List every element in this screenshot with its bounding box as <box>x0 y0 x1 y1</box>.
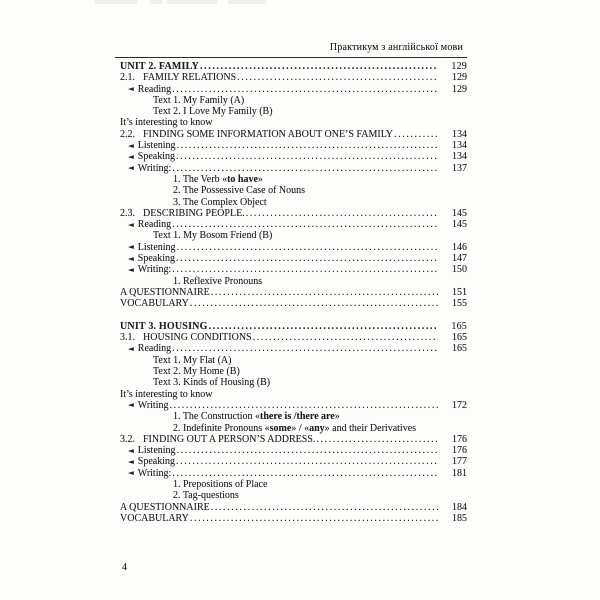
toc-page-number: 145 <box>452 219 467 231</box>
left-triangle-icon: ◄ <box>128 84 134 94</box>
leader-dots <box>172 468 438 479</box>
page-content <box>115 42 467 524</box>
toc-entry <box>115 106 467 117</box>
left-triangle-icon: ◄ <box>128 456 134 466</box>
toc-entry <box>115 377 467 388</box>
toc-entry-label: Text 3. Kinds of Housing (B) <box>153 377 271 389</box>
toc-page-number: 146 <box>452 241 467 253</box>
toc-page-number: 150 <box>452 264 467 276</box>
toc-entry-label: HOUSING CONDITIONS <box>143 332 252 344</box>
leader-dots <box>211 287 438 298</box>
toc-entry <box>115 140 467 151</box>
toc-entry <box>115 174 467 185</box>
toc-entry-label: Writing: <box>137 467 172 479</box>
leader-dots <box>253 332 438 343</box>
leader-dots <box>172 84 438 95</box>
left-triangle-icon: ◄ <box>128 219 134 229</box>
toc-entry-label: It’s interesting to know <box>120 388 213 400</box>
section-number: 3.2. <box>120 433 135 445</box>
toc-entry-label: Text 1. My Flat (A) <box>153 354 232 366</box>
toc-entry <box>115 208 467 219</box>
leader-dots <box>176 253 438 264</box>
toc-entry-label: Reading <box>137 219 172 231</box>
toc-entry <box>115 276 467 287</box>
toc-entry-label: UNIT 2. FAMILY <box>120 61 200 72</box>
toc-entry <box>115 490 467 501</box>
toc-page-number: 165 <box>452 343 467 355</box>
toc-entry <box>115 343 467 354</box>
toc-entry-label: 2. The Possessive Case of Nouns <box>173 185 306 197</box>
toc-entry-label: Writing: <box>137 264 172 276</box>
leader-dots <box>177 140 438 151</box>
toc-entry <box>115 242 467 253</box>
toc-entry <box>115 287 467 298</box>
toc-entry-label: A QUESTIONNAIRE <box>120 286 210 298</box>
toc-entry-label: 3. The Complex Object <box>173 196 267 208</box>
toc-page-number: 129 <box>451 61 467 72</box>
left-triangle-icon: ◄ <box>128 242 134 252</box>
toc-entry-label: Writing: <box>137 162 172 174</box>
leader-dots <box>190 298 438 309</box>
toc-entry-label: Reading <box>137 83 172 95</box>
toc-entry <box>115 264 467 275</box>
left-triangle-icon: ◄ <box>128 140 134 150</box>
leader-dots <box>211 502 438 513</box>
toc-entry <box>115 72 467 83</box>
toc-entry-label: Writing <box>137 399 169 411</box>
left-triangle-icon: ◄ <box>128 163 134 173</box>
toc-entry <box>115 298 467 309</box>
toc-entry-label: Speaking <box>137 253 175 265</box>
toc-entry <box>115 230 467 241</box>
leader-dots <box>169 400 438 411</box>
left-triangle-icon: ◄ <box>128 343 134 353</box>
toc-page-number: 134 <box>452 151 467 163</box>
leader-dots <box>172 264 438 275</box>
toc-entry-label: VOCABULARY <box>120 512 189 524</box>
leader-dots <box>177 445 438 456</box>
toc-entry <box>115 151 467 162</box>
toc-entry-label: 1. Prepositions of Place <box>173 478 268 490</box>
toc-entry <box>115 185 467 196</box>
left-triangle-icon: ◄ <box>128 253 134 263</box>
toc-entry-label: 2. Tag-questions <box>173 490 239 502</box>
toc-entry-label: Text 1. My Family (A) <box>153 94 245 106</box>
leader-dots <box>176 456 438 467</box>
toc-entry-label: VOCABULARY <box>120 298 189 310</box>
toc-entry <box>115 400 467 411</box>
leader-dots <box>246 208 438 219</box>
leader-dots <box>209 321 438 332</box>
toc-entry-label: Text 1. My Bosom Friend (B) <box>153 230 273 242</box>
toc-entry-label: Reading <box>137 343 172 355</box>
leader-dots <box>172 163 438 174</box>
toc-entry <box>115 253 467 264</box>
toc-entry <box>115 366 467 377</box>
toc-page-number: 129 <box>452 72 467 84</box>
toc-page-number: 177 <box>452 456 467 468</box>
toc-entry-label: Speaking <box>137 456 175 468</box>
section-number: 3.1. <box>120 332 135 344</box>
toc-page-number: 129 <box>452 83 467 95</box>
toc-entry <box>115 321 467 332</box>
toc-page-number: 172 <box>452 399 467 411</box>
section-number: 2.2. <box>120 128 135 140</box>
toc-entry <box>115 355 467 366</box>
toc-entry <box>115 332 467 343</box>
toc-entry-label: A QUESTIONNAIRE <box>120 501 210 513</box>
page-number: 4 <box>122 562 127 573</box>
toc-entry <box>115 456 467 467</box>
leader-dots <box>176 151 438 162</box>
toc-entry-label: FINDING SOME INFORMATION ABOUT ONE’S FAMILY <box>143 128 394 140</box>
toc-page-number: 165 <box>452 332 467 344</box>
scan-artifact <box>150 0 162 4</box>
toc-entry <box>115 434 467 445</box>
toc-entry <box>115 61 467 72</box>
toc-entry <box>115 479 467 490</box>
toc-page-number: 147 <box>452 253 467 265</box>
toc-page-number: 184 <box>452 501 467 513</box>
toc-entry <box>115 163 467 174</box>
left-triangle-icon: ◄ <box>128 445 134 455</box>
scan-artifact <box>228 0 266 4</box>
toc-entry-label: Text 2. I Love My Family (B) <box>153 106 273 118</box>
toc-page-number: 137 <box>452 162 467 174</box>
left-triangle-icon: ◄ <box>128 468 134 478</box>
toc-entry <box>115 411 467 422</box>
toc-entry-label: 1. The Construction «there is /there are» <box>173 411 340 423</box>
toc-entry-label: 1. Reflexive Pronouns <box>173 275 263 287</box>
section-number: 2.1. <box>120 72 135 84</box>
toc-entry-label: Listening <box>137 140 176 152</box>
left-triangle-icon: ◄ <box>128 264 134 274</box>
leader-dots <box>200 61 438 72</box>
toc-entry-label: Text 2. My Home (B) <box>153 366 240 378</box>
toc-entry <box>115 197 467 208</box>
toc-entry-label: DESCRIBING PEOPLE. <box>143 207 245 219</box>
left-triangle-icon: ◄ <box>128 151 134 161</box>
toc-page-number: 176 <box>452 433 467 445</box>
toc-entry <box>115 117 467 128</box>
toc-page-number: 134 <box>452 128 467 140</box>
toc-spacer <box>115 310 467 321</box>
running-header: Практикум з англійської мови <box>115 42 467 58</box>
toc-entry-label: Speaking <box>137 151 175 163</box>
leader-dots <box>394 129 438 140</box>
leader-dots <box>190 513 438 524</box>
scan-artifact <box>167 0 217 4</box>
leader-dots <box>316 434 438 445</box>
toc-entry <box>115 468 467 479</box>
toc-entry-label: It’s interesting to know <box>120 117 213 129</box>
toc-entry-label: Listening <box>137 241 176 253</box>
toc-entry-label: UNIT 3. HOUSING <box>120 320 208 332</box>
toc-list <box>115 61 467 524</box>
toc-entry-label: FINDING OUT A PERSON’S ADDRESS. <box>143 433 316 445</box>
toc-page-number: 181 <box>452 467 467 479</box>
toc-entry <box>115 502 467 513</box>
toc-entry <box>115 423 467 434</box>
leader-dots <box>237 72 438 83</box>
leader-dots <box>172 343 438 354</box>
toc-page-number: 155 <box>452 298 467 310</box>
toc-entry-label: 2. Indefinite Pronouns «some» / «any» and their Derivatives <box>173 422 417 434</box>
toc-page-number: 185 <box>452 512 467 524</box>
toc-entry-label: 1. The Verb «to have» <box>173 173 263 185</box>
left-triangle-icon: ◄ <box>128 400 134 410</box>
toc-entry <box>115 84 467 95</box>
toc-entry <box>115 445 467 456</box>
leader-dots <box>172 219 438 230</box>
toc-entry-label: Listening <box>137 445 176 457</box>
section-number: 2.3. <box>120 207 135 219</box>
toc-page-number: 165 <box>451 320 467 332</box>
toc-entry <box>115 513 467 524</box>
toc-page-number: 134 <box>452 140 467 152</box>
leader-dots <box>177 242 438 253</box>
toc-entry <box>115 129 467 140</box>
toc-entry <box>115 389 467 400</box>
toc-page-number: 151 <box>452 286 467 298</box>
toc-entry <box>115 219 467 230</box>
toc-page-number: 176 <box>452 445 467 457</box>
toc-entry <box>115 95 467 106</box>
toc-page-number: 145 <box>452 207 467 219</box>
toc-entry-label: FAMILY RELATIONS <box>143 72 237 84</box>
scan-artifact <box>95 0 137 4</box>
